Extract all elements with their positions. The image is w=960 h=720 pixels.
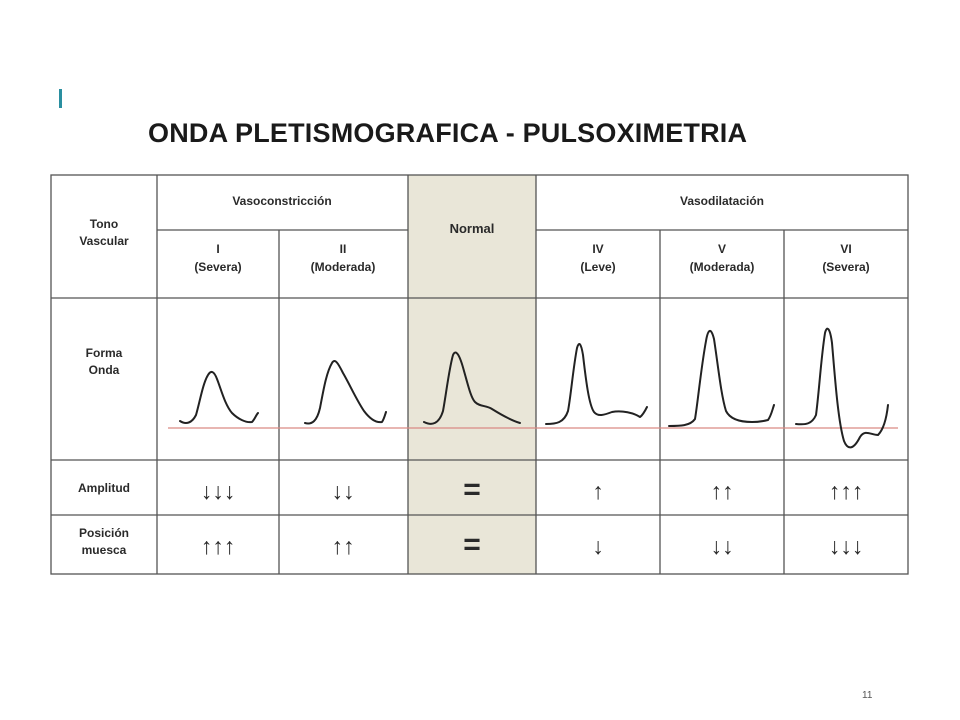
slide-title: ONDA PLETISMOGRAFICA - PULSOXIMETRIA: [148, 118, 748, 148]
row-label-posicion: Posición: [78, 526, 130, 540]
amplitud-iv: ↑: [592, 478, 604, 504]
column-grade-iv: (Leve): [580, 260, 616, 274]
posicion-muesca-normal: =: [463, 528, 481, 561]
row-label-forma: Forma: [85, 346, 123, 360]
column-numeral-iv: IV: [592, 242, 604, 256]
posicion-muesca-vi: ↓↓↓: [828, 533, 864, 559]
posicion-muesca-iv: ↓: [592, 533, 604, 559]
amplitud-ii: ↓↓: [331, 478, 355, 504]
column-grade-i: (Severa): [194, 260, 242, 274]
row-label-vascular: Vascular: [79, 234, 129, 248]
column-numeral-ii: II: [339, 242, 347, 256]
amplitud-v: ↑↑: [710, 478, 734, 504]
table-svg: [50, 173, 910, 576]
row-label-tono: Tono: [89, 217, 119, 231]
row-label-muesca: muesca: [81, 543, 127, 557]
waveform-ii-moderate-vasoconstriction: [305, 361, 386, 423]
column-numeral-v: V: [717, 242, 727, 256]
amplitud-normal: =: [463, 473, 481, 506]
column-numeral-i: I: [216, 242, 220, 256]
column-grade-v: (Moderada): [689, 260, 755, 274]
posicion-muesca-v: ↓↓: [710, 533, 734, 559]
amplitud-i: ↓↓↓: [200, 478, 236, 504]
waveform-iv-mild-vasodilation: [546, 344, 647, 424]
waveform-i-severe-vasoconstriction: [180, 372, 258, 423]
plethysmographic-wave-table: [50, 173, 910, 576]
row-label-onda: Onda: [88, 363, 120, 377]
group-header-vasodilatacion: Vasodilatación: [679, 194, 765, 208]
column-numeral-vi: VI: [840, 242, 852, 256]
accent-bar: [59, 89, 62, 108]
amplitud-vi: ↑↑↑: [828, 478, 864, 504]
group-header-vasoconstriccion: Vasoconstricción: [232, 194, 332, 208]
posicion-muesca-ii: ↑↑: [331, 533, 355, 559]
group-header-normal: Normal: [449, 221, 495, 236]
column-grade-vi: (Severa): [822, 260, 870, 274]
waveform-vi-severe-vasodilation: [796, 329, 888, 448]
page-number: 11: [862, 690, 873, 701]
posicion-muesca-i: ↑↑↑: [200, 533, 236, 559]
column-grade-ii: (Moderada): [310, 260, 376, 274]
row-label-amplitud: Amplitud: [78, 481, 130, 495]
waveform-v-moderate-vasodilation: [669, 331, 774, 426]
